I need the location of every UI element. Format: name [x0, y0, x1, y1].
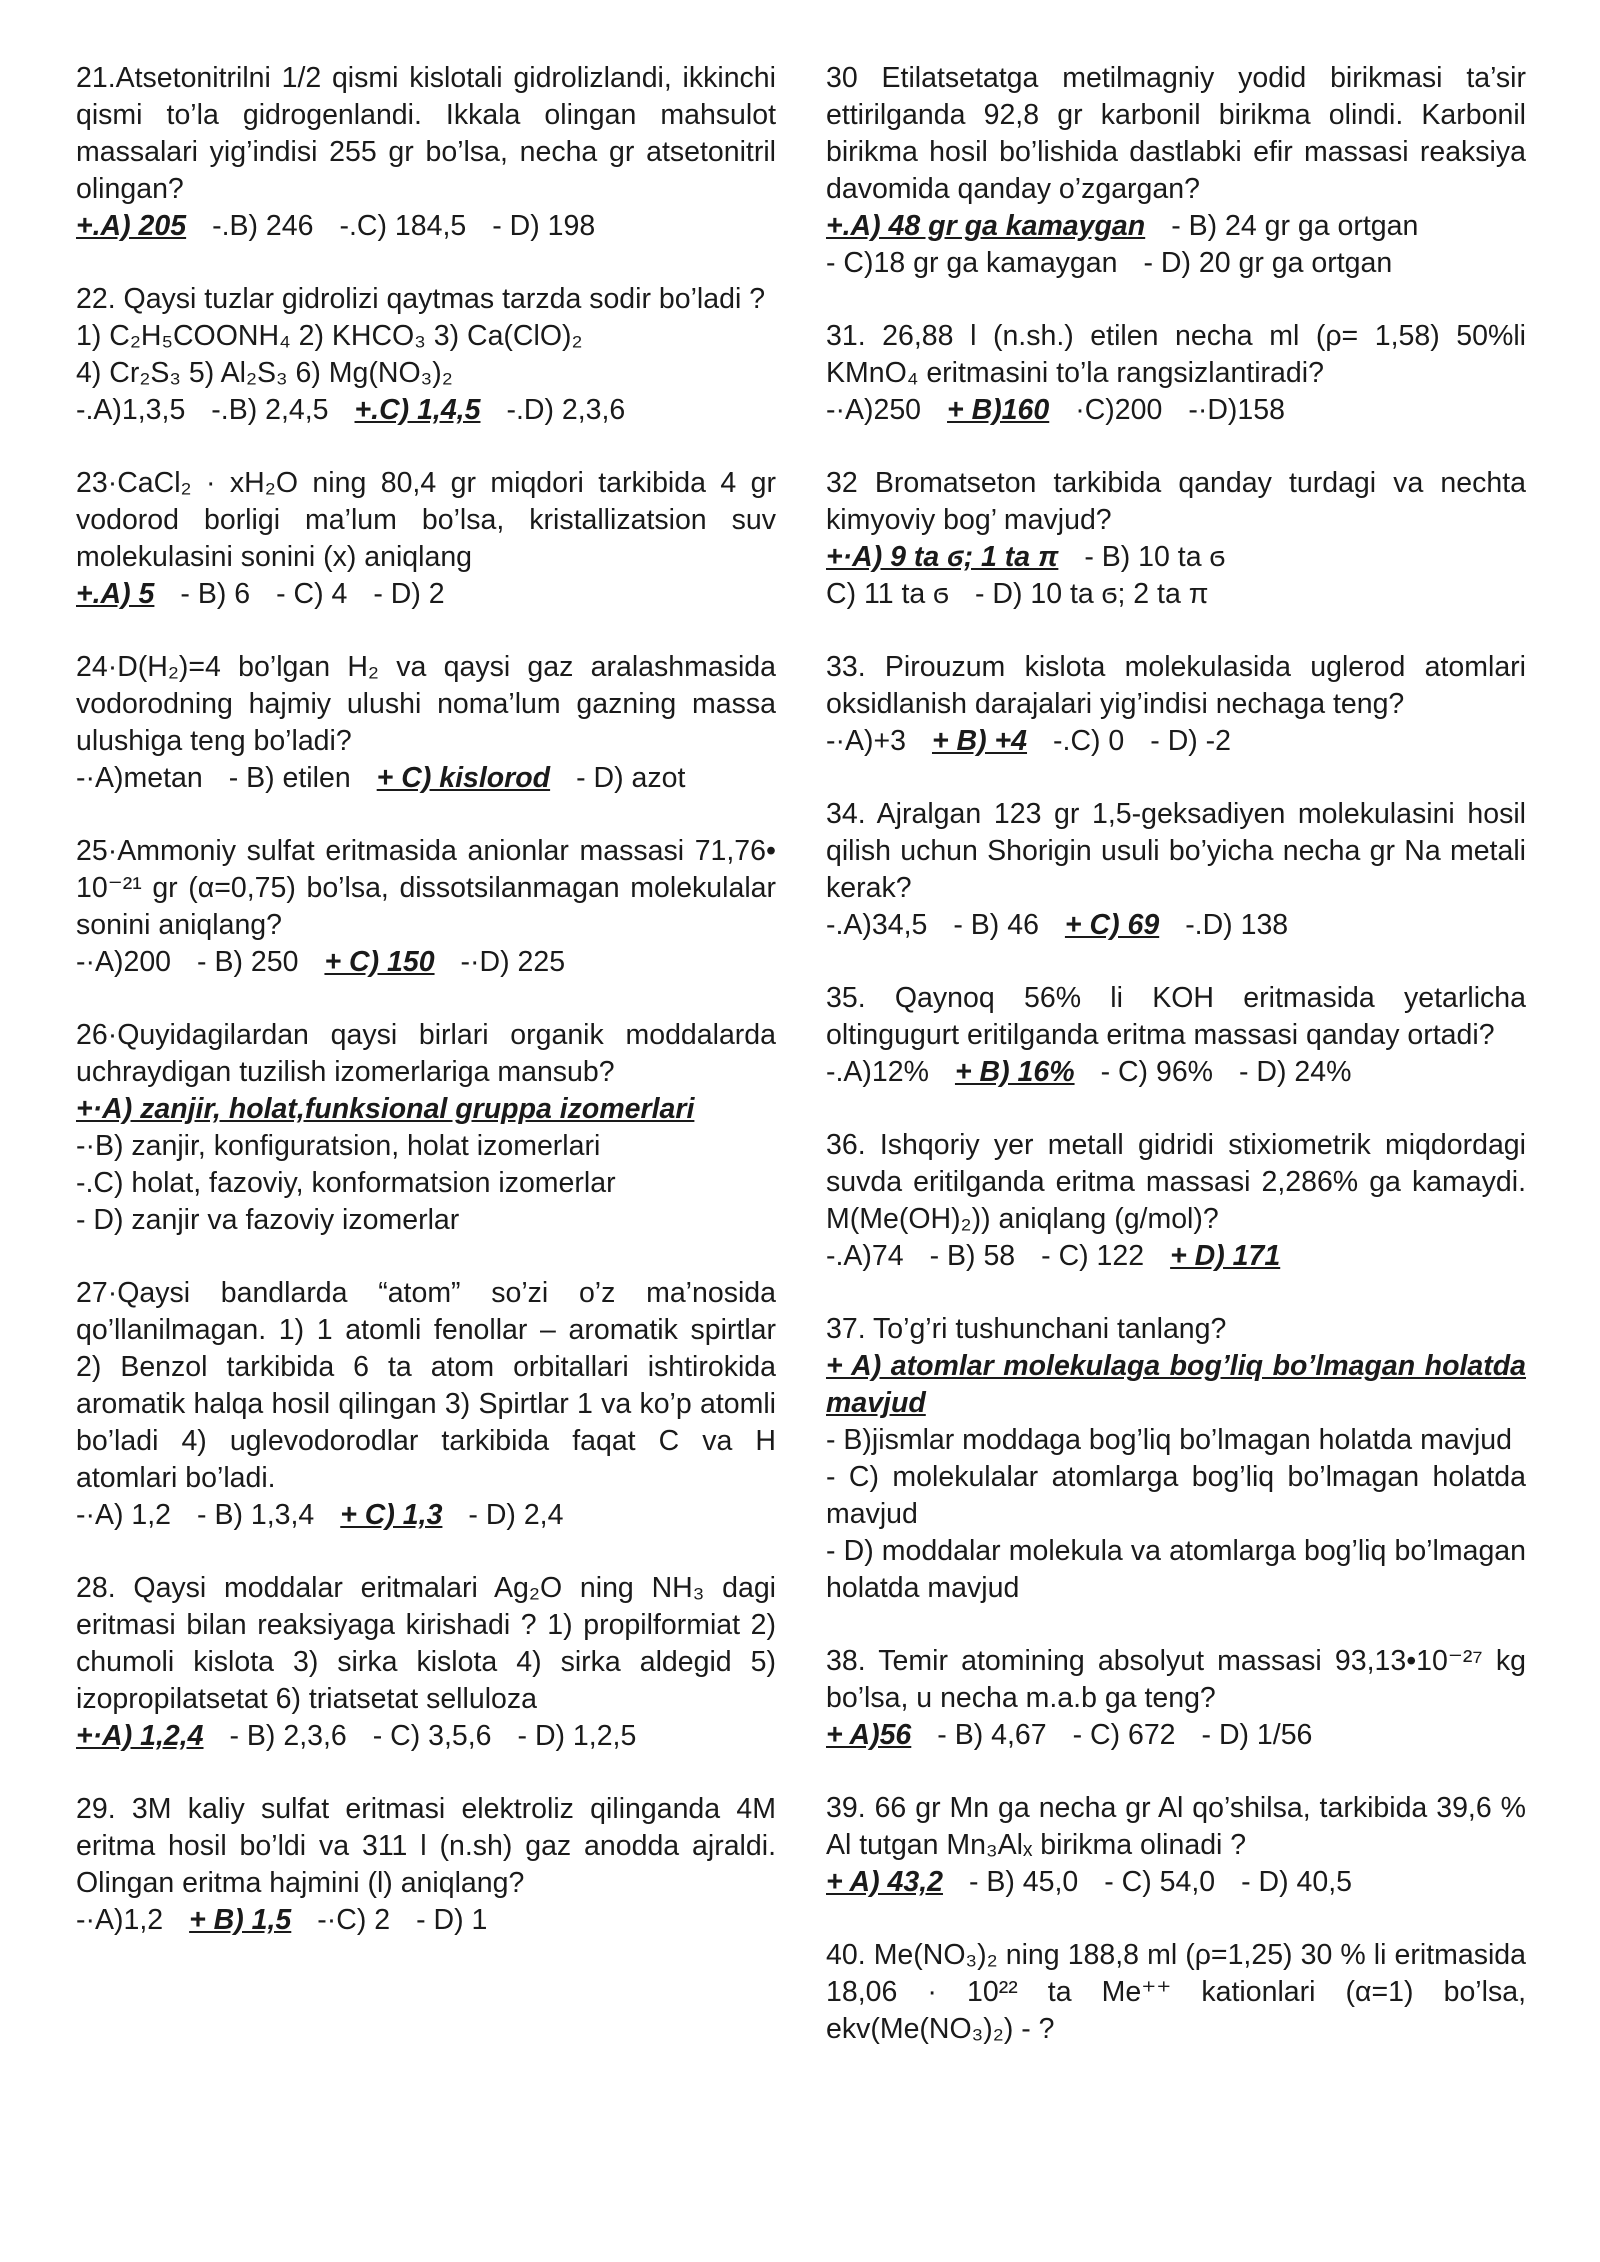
- answer-options: [826, 1238, 1526, 1275]
- answer-option-line: [826, 1533, 1526, 1607]
- answer-option-line: [826, 1459, 1526, 1533]
- correct-answer-option: +·A) 9 ta ϭ; 1 ta π: [826, 541, 1059, 573]
- question-block: [76, 281, 776, 429]
- question-text: 37. To’g’ri tushunchani tanlang?: [826, 1313, 1227, 1345]
- correct-answer-option: + C) kislorod: [376, 762, 551, 794]
- question-block: [826, 1937, 1526, 2048]
- question-text: 33. Pirouzum kislota molekulasida uglerod atomlari oksidlanish darajalari yig’indisi nechaga teng?: [826, 651, 1526, 720]
- answer-option: - C) molekulalar atomlarga bog’liq bo’lmagan holatda mavjud: [826, 1461, 1526, 1530]
- answer-option: - D) moddalar molekula va atomlarga bog’liq bo’lmagan holatda mavjud: [826, 1535, 1526, 1604]
- question-block: [826, 1311, 1526, 1607]
- answer-option: - D) -2: [1150, 725, 1232, 757]
- left-column: [76, 60, 776, 2262]
- question-text: 29. 3M kaliy sulfat eritmasi elektroliz qilinganda 4M eritma hosil bo’ldi va 311 l (n.sh) gaz anodda ajraldi. Olingan eritma hajmini (l) aniqlang?: [76, 1793, 776, 1899]
- correct-answer-option: +·A) zanjir, holat,funksional gruppa izomerlari: [76, 1093, 695, 1125]
- correct-answer-option: + B) 16%: [954, 1056, 1075, 1088]
- answer-option: - B) 10 ta ϭ: [1084, 541, 1226, 573]
- question-text: 28. Qaysi moddalar eritmalari Ag₂O ning NH₃ dagi eritmasi bilan reaksiyaga kirishadi ? 1) propilformiat 2) chumoli kislota 3) sirka kislota 4) sirka aldegid 5) izopropilatsetat 6) triatsetat selluloza: [76, 1572, 776, 1715]
- answer-option-line: [76, 1128, 776, 1165]
- answer-option: -·A)250: [826, 394, 922, 426]
- correct-answer-option: + D) 171: [1170, 1240, 1281, 1272]
- correct-answer-option: + A) atomlar molekulaga bog’liq bo’lmagan holatda mavjud: [826, 1350, 1526, 1419]
- question-text: 36. Ishqoriy yer metall gidridi stixiometrik miqdordagi suvda eritilganda eritma massasi 2,286% ga kamaydi. M(Me(OH)₂)) aniqlang (g/mol)?: [826, 1129, 1526, 1235]
- answer-option-line: [826, 1348, 1526, 1422]
- answer-options: [76, 760, 776, 797]
- correct-answer-option: + A) 43,2: [826, 1866, 943, 1898]
- correct-answer-option: + C) 150: [324, 946, 435, 978]
- correct-answer-option: +.C) 1,4,5: [354, 394, 481, 426]
- answer-option: -·A)200: [76, 946, 172, 978]
- question-block: [76, 1017, 776, 1239]
- answer-option: -.B) 246: [212, 210, 314, 242]
- answer-option: -.D) 2,3,6: [506, 394, 626, 426]
- answer-option: -·A)metan: [76, 762, 203, 794]
- answer-option: - C) 96%: [1100, 1056, 1214, 1088]
- answer-option-line: [826, 1422, 1526, 1459]
- answer-option: -.C) 0: [1053, 725, 1125, 757]
- answer-options: [826, 907, 1526, 944]
- answer-option-line: [76, 1091, 776, 1128]
- question-block: [826, 60, 1526, 282]
- answer-option: -·A)1,2: [76, 1904, 164, 1936]
- answer-option: - C) 122: [1041, 1240, 1145, 1272]
- answer-options: [76, 1718, 776, 1755]
- answer-option: - D) 1: [416, 1904, 488, 1936]
- answer-option: - C)18 gr ga kamaygan: [826, 247, 1118, 279]
- question-text: 30 Etilatsetatga metilmagniy yodid birikmasi ta’sir ettirilganda 92,8 gr karbonil birikma olindi. Karbonil birikma hosil bo’lishida dastlabki efir massasi reaksiya davomida qanday o’zgargan?: [826, 62, 1526, 205]
- question-text: 38. Temir atomining absolyut massasi 93,13•10⁻²⁷ kg bo’lsa, u necha m.a.b ga teng?: [826, 1645, 1526, 1714]
- question-block: [76, 1570, 776, 1755]
- question-block: [76, 1791, 776, 1939]
- answer-options: [76, 944, 776, 981]
- question-text: 21.Atsetonitrilni 1/2 qismi kislotali gidrolizlandi, ikkinchi qismi to’la gidrogenlandi. Ikkala olingan mahsulot massalari yig’indisi 255 gr bo’lsa, necha gr atsetonitril olingan?: [76, 62, 776, 205]
- answer-option: - B) 250: [197, 946, 299, 978]
- answer-option: - D) 10 ta ϭ; 2 ta π: [974, 578, 1209, 610]
- answer-option: - D) 24%: [1239, 1056, 1352, 1088]
- answer-option: - C) 672: [1072, 1719, 1176, 1751]
- question-block: [826, 649, 1526, 760]
- question-block: [76, 60, 776, 245]
- answer-option: - B) etilen: [228, 762, 351, 794]
- answer-options: [826, 723, 1526, 760]
- answer-option: -.A)1,3,5: [76, 394, 186, 426]
- answer-options: [76, 1497, 776, 1534]
- answer-option: - B) 45,0: [968, 1866, 1079, 1898]
- answer-options: [76, 392, 776, 429]
- question-block: [76, 833, 776, 981]
- question-block: [826, 1127, 1526, 1275]
- answer-option: - D) azot: [576, 762, 686, 794]
- answer-option: - B) 6: [180, 578, 251, 610]
- answer-options: [76, 1902, 776, 1939]
- answer-options: [826, 1054, 1526, 1091]
- answer-option: -.B) 2,4,5: [211, 394, 329, 426]
- answer-option: - D) 2,4: [468, 1499, 564, 1531]
- correct-answer-option: + A)56: [826, 1719, 912, 1751]
- answer-options: [826, 1717, 1526, 1754]
- answer-option: -.A)12%: [826, 1056, 929, 1088]
- answer-option: C) 11 ta ϭ: [826, 578, 949, 610]
- question-block: [76, 649, 776, 797]
- correct-answer-option: +.A) 205: [76, 210, 187, 242]
- answer-option: -.D) 138: [1185, 909, 1289, 941]
- question-block: [826, 1790, 1526, 1901]
- answer-option: - D) 40,5: [1241, 1866, 1353, 1898]
- correct-answer-option: +.A) 48 gr ga kamaygan: [826, 210, 1146, 242]
- answer-option: - B) 58: [929, 1240, 1016, 1272]
- question-text: 40. Me(NO₃)₂ ning 188,8 ml (ρ=1,25) 30 % li eritmasida 18,06 · 10²² ta Me⁺⁺ kationlari (α=1) bo’lsa, ekv(Me(NO₃)₂) - ?: [826, 1939, 1526, 2045]
- correct-answer-option: + B) +4: [931, 725, 1028, 757]
- question-block: [826, 318, 1526, 429]
- answer-option: - D) 198: [492, 210, 596, 242]
- formula-list-line: 1) C₂H₅COONH₄ 2) KHCO₃ 3) Ca(ClO)₂: [76, 320, 583, 352]
- correct-answer-option: + C) 1,3: [340, 1499, 443, 1531]
- formula-list-line: 4) Cr₂S₃ 5) Al₂S₃ 6) Mg(NO₃)₂: [76, 357, 453, 389]
- answer-options: [76, 208, 776, 245]
- question-text: 25·Ammoniy sulfat eritmasida anionlar massasi 71,76• 10⁻²¹ gr (α=0,75) bo’lsa, dissotsilanmagan molekulalar sonini aniqlang?: [76, 835, 776, 941]
- question-text: 26·Quyidagilardan qaysi birlari organik moddalarda uchraydigan tuzilish izomerlariga mansub?: [76, 1019, 776, 1088]
- answer-option: -·B) zanjir, konfiguratsion, holat izomerlari: [76, 1130, 601, 1162]
- question-block: [826, 1643, 1526, 1754]
- answer-option: - B) 24 gr ga ortgan: [1171, 210, 1419, 242]
- answer-option: -.A)74: [826, 1240, 904, 1272]
- answer-options: [826, 576, 1526, 613]
- question-block: [76, 465, 776, 613]
- answer-option: -·D)158: [1188, 394, 1285, 426]
- answer-option: -·A)+3: [826, 725, 906, 757]
- answer-option: - D) zanjir va fazoviy izomerlar: [76, 1204, 460, 1236]
- answer-option-line: [76, 1202, 776, 1239]
- answer-option: - B) 2,3,6: [229, 1720, 347, 1752]
- answer-options: [826, 392, 1526, 429]
- answer-option: -.C) 184,5: [339, 210, 467, 242]
- question-block: [826, 796, 1526, 944]
- answer-option: -.A)34,5: [826, 909, 928, 941]
- answer-option: -·A) 1,2: [76, 1499, 172, 1531]
- question-text: 31. 26,88 l (n.sh.) etilen necha ml (ρ= 1,58) 50%li KMnO₄ eritmasini to’la rangsizlantiradi?: [826, 320, 1526, 389]
- answer-options: [826, 1864, 1526, 1901]
- question-text: 39. 66 gr Mn ga necha gr Al qo’shilsa, tarkibida 39,6 % Al tutgan Mn₃Alₓ birikma olinadi ?: [826, 1792, 1526, 1861]
- answer-option: ·C)200: [1075, 394, 1163, 426]
- correct-answer-option: + B)160: [947, 394, 1050, 426]
- answer-option: - B) 1,3,4: [197, 1499, 315, 1531]
- answer-option: - D) 1,2,5: [517, 1720, 637, 1752]
- answer-option-line: [76, 1165, 776, 1202]
- answer-option: - C) 4: [276, 578, 348, 610]
- answer-options: [826, 245, 1526, 282]
- answer-option: - D) 1/56: [1201, 1719, 1313, 1751]
- correct-answer-option: +.A) 5: [76, 578, 155, 610]
- correct-answer-option: +·A) 1,2,4: [76, 1720, 204, 1752]
- question-block: [826, 465, 1526, 613]
- question-text: 35. Qaynoq 56% li KOH eritmasida yetarlicha oltingugurt eritilganda eritma massasi qanday ortadi?: [826, 982, 1526, 1051]
- answer-options: [826, 208, 1526, 245]
- correct-answer-option: + B) 1,5: [189, 1904, 292, 1936]
- question-text: 27·Qaysi bandlarda “atom” so’zi o’z ma’nosida qo’llanilmagan. 1) 1 atomli fenollar – aromatik spirtlar 2) Benzol tarkibida 6 ta atom orbitallari ishtirokida aromatik halqa hosil qilingan 3) Spirtlar 1 va ko’p atomli bo’ladi 4) uglevodorodlar tarkibida faqat C va H atomlari bo’ladi.: [76, 1277, 776, 1494]
- answer-option: - C) 54,0: [1104, 1866, 1216, 1898]
- answer-option: - B) 46: [953, 909, 1039, 941]
- answer-option: - D) 2: [373, 578, 445, 610]
- answer-option: -.C) holat, fazoviy, konformatsion izomerlar: [76, 1167, 616, 1199]
- answer-options: [76, 576, 776, 613]
- answer-options: [826, 539, 1526, 576]
- question-text: 34. Ajralgan 123 gr 1,5-geksadiyen molekulasini hosil qilish uchun Shorigin usuli bo’yicha necha gr Na metali kerak?: [826, 798, 1526, 904]
- answer-option: - D) 20 gr ga ortgan: [1143, 247, 1393, 279]
- answer-option: - C) 3,5,6: [372, 1720, 492, 1752]
- answer-option: -·C) 2: [317, 1904, 391, 1936]
- answer-option: - B)jismlar moddaga bog’liq bo’lmagan holatda mavjud: [826, 1424, 1512, 1456]
- right-column: [826, 60, 1526, 2262]
- answer-option: -·D) 225: [460, 946, 566, 978]
- question-text: 23·CaCl₂ · xH₂O ning 80,4 gr miqdori tarkibida 4 gr vodorod borligi ma’lum bo’lsa, kristallizatsion suv molekulasini sonini (x) aniqlang: [76, 467, 776, 573]
- question-block: [76, 1275, 776, 1534]
- correct-answer-option: + C) 69: [1064, 909, 1160, 941]
- question-text: 32 Bromatseton tarkibida qanday turdagi va nechta kimyoviy bog’ mavjud?: [826, 467, 1526, 536]
- question-text: 24·D(H₂)=4 bo’lgan H₂ va qaysi gaz aralashmasida vodorodning hajmiy ulushi noma’lum gazning massa ulushiga teng bo’ladi?: [76, 651, 776, 757]
- question-text: 22. Qaysi tuzlar gidrolizi qaytmas tarzda sodir bo’ladi ?: [76, 283, 766, 315]
- answer-option: - B) 4,67: [937, 1719, 1047, 1751]
- question-block: [826, 980, 1526, 1091]
